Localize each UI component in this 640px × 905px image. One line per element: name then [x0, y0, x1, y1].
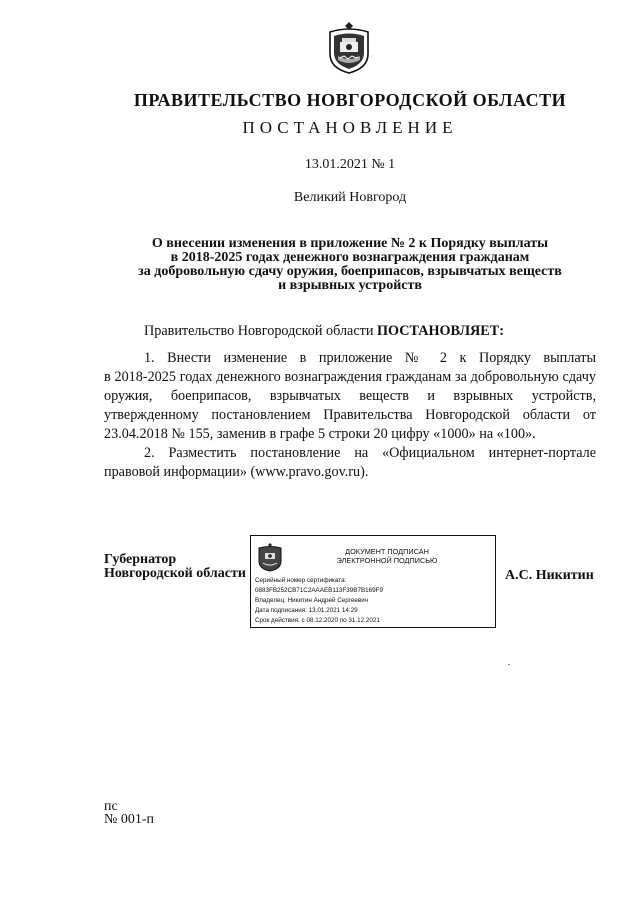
subject-line: в 2018-2025 годах денежного вознаграждения гражданам [170, 250, 530, 265]
signing-date: Дата подписания: 13.01.2021 14:29 [255, 607, 358, 614]
subject-line: и взрывных устройств [278, 278, 422, 293]
subject-line: за добровольную сдачу оружия, боеприпасов, взрывчатых веществ [138, 264, 562, 279]
certificate-owner: Владелец: Никитин Андрей Сергеевич [255, 597, 369, 604]
certificate-label: Серийный номер сертификата: [255, 577, 347, 584]
stamp-coat-of-arms-icon [257, 542, 283, 572]
stamp-title-line: ДОКУМЕНТ ПОДПИСАН [345, 547, 429, 556]
item-1-text: в 2018-2025 годах денежного вознаграждения гражданам за добровольную сдачу оружия, боеприпасов, взрывчатых веществ и взрывных устройств, утвержденному постановлением Правительства Новгородской области от 23.04.2018 № 155, заменив в графе 5 строки 20 цифру «1000» на «100». [104, 369, 596, 442]
certificate-validity: Срок действия: с 08.12.2020 по 31.12.2021 [255, 617, 380, 624]
certificate-number: 0883FB252CB71C2AAAEB113F39B7B169F9 [255, 587, 384, 594]
subject-line: О внесении изменения в приложение № 2 к Порядку выплаты [151, 236, 549, 251]
signatory-position [104, 553, 246, 581]
position-line: Губернатор [104, 552, 177, 567]
government-title: ПРАВИТЕЛЬСТВО НОВГОРОДСКОЙ ОБЛАСТИ [133, 90, 567, 110]
item-2-text: 2. Разместить постановление на «Официальном интернет-портале правовой информации» (www.pravo.gov.ru). [104, 445, 596, 480]
position-line: Новгородской области [104, 566, 246, 581]
resolution-intro [104, 322, 596, 341]
electronic-signature-stamp [250, 535, 496, 628]
document-footer [104, 800, 154, 826]
scan-speck [508, 664, 510, 665]
stamp-details [255, 576, 493, 626]
stamp-title [287, 547, 487, 565]
city-name: Великий Новгород [293, 190, 407, 205]
coat-of-arms-icon [326, 20, 372, 74]
intro-text: Правительство Новгородской области [144, 323, 377, 339]
footer-initials: пс [104, 799, 118, 814]
resolves-keyword: ПОСТАНОВЛЯЕТ: [376, 323, 504, 339]
date-number: 13.01.2021 № 1 [304, 157, 396, 172]
document-subject [80, 237, 620, 293]
item-1-first-line: 1. Внести изменение в приложение № 2 к Порядку выплаты [144, 350, 596, 366]
document-body [104, 322, 596, 482]
document-type: ПОСТАНОВЛЕНИЕ [242, 118, 458, 137]
signatory-name: А.С. Никитин [505, 568, 594, 583]
footer-number: № 001-п [104, 812, 155, 827]
stamp-title-line: ЭЛЕКТРОННОЙ ПОДПИСЬЮ [336, 556, 438, 565]
